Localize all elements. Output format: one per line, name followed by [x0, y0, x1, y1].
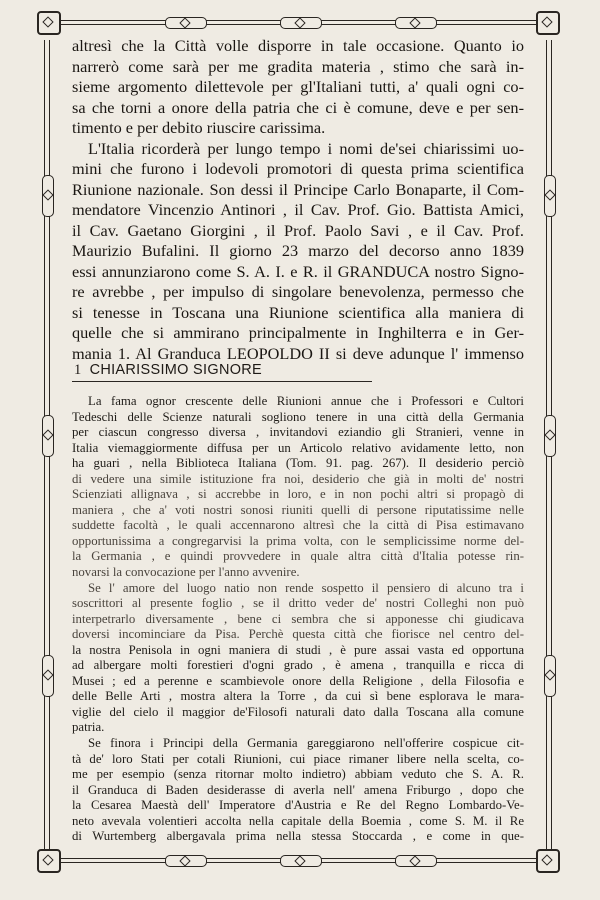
border-knot-ornament-icon	[42, 175, 54, 217]
footnote-line: La fama ognor crescente delle Riunioni annue che i Professori e Cultori	[88, 394, 524, 408]
footnote-line: ha guari , nella Biblioteca Italiana (Tom. 91. pag. 267). Il desiderio perciò	[72, 456, 524, 471]
footnote-line: doversi incominciare da Pisa. Perchè questa città che fiorisce nel centro del-	[72, 627, 524, 642]
border-knot-ornament-icon	[280, 17, 322, 29]
footnote-line: per ciascun congresso diversa , invitandovi eziandio gli Stranieri, venne in	[72, 425, 524, 440]
border-knot-ornament-icon	[42, 655, 54, 697]
footnote-line: la Cesarea Maestà dell' Imperatore d'Austria e Re del Regno Lombardo-Ve-	[72, 798, 524, 813]
footnote-line: patria.	[72, 720, 105, 735]
footnote-line: opportunissima a congregarvisi la prima volta, con le semplicissime norme del-	[72, 533, 524, 548]
footnote-line: novarsi la convocazione per l'anno avvenire.	[72, 565, 300, 580]
footnote-heading	[74, 362, 262, 379]
footnote-line: ad albergare molti forestieri d'ogni grado , è amena , tranquilla e ricca di	[72, 658, 524, 673]
footnote-line: la Germania , e quindi provvedere in quale altra città d'Italia potesse rin-	[72, 549, 524, 564]
border-knot-ornament-icon	[544, 175, 556, 217]
footnote-line: Scienziati allignava , si accrebbe in loro, e in non pochi altri si propagò di	[72, 487, 524, 502]
text-line: Maurizio Bufalini. Il giorno 23 marzo del decorso anno 1839	[72, 241, 524, 260]
corner-ornament-icon	[37, 849, 61, 873]
text-line: timento e per debito riuscire carissima.	[72, 118, 326, 137]
footnote-line: la nostra Penisola in ogni maniera di studi , è pure assai vasta ed opportuna	[72, 642, 524, 657]
main-text	[72, 36, 524, 364]
footnote-line: soscrittori al presente foglio , se il dritto veder de' nostri Colleghi non può	[72, 596, 524, 611]
text-line: sieme argomento dilettevole per gl'Italiani tutti, a' quali ogni co-	[72, 77, 524, 96]
border-knot-ornament-icon	[395, 17, 437, 29]
corner-ornament-icon	[37, 11, 61, 35]
footnote-line: il Granduca di Baden desiderasse di averla nell' amena Friburgo , dopo che	[72, 782, 524, 797]
paragraph	[72, 36, 524, 139]
text-line: sa che torni a onore della patria che ci è comune, deve e per sen-	[72, 97, 524, 117]
footnote-number: 1	[74, 362, 82, 378]
text-line: L'Italia ricorderà per lungo tempo i nomi de'sei chiarissimi uo-	[88, 138, 524, 158]
footnote-line: Se l' amore del luogo natio non rende sospetto il pensiero di alcuno tra i	[88, 580, 524, 595]
corner-ornament-icon	[536, 849, 560, 873]
border-knot-ornament-icon	[395, 855, 437, 867]
footnote-line: viglie del cielo il maggior de'Filosofi naturali dato dalla Toscana alla comune	[72, 704, 524, 719]
text-line: altresì che la Città volle disporre in tale occasione. Quanto io	[72, 36, 524, 55]
footnote-line: Tedeschi delle Scienze naturali sogliono tenere in una città della Germania	[72, 409, 524, 424]
text-line: il Cav. Gaetano Giorgini , il Prof. Paolo Savi , e il Cav. Prof.	[72, 220, 524, 240]
footnote-line: Se finora i Principi della Germania gareggiarono nell'offerire cospicue cit-	[88, 736, 524, 751]
text-line: si tenesse in Toscana una Riunione scientifica alla maniera di	[72, 302, 524, 322]
border-knot-ornament-icon	[165, 855, 207, 867]
text-line: Riunione nazionale. Son dessi il Principe Carlo Bonaparte, il Com-	[72, 179, 524, 199]
footnote-line: tà de' loro Stati per cotali Riunioni, cui piace rimaner libere nella scelta, co-	[72, 751, 524, 766]
footnote-text	[72, 394, 524, 845]
footnote-line: di vedere una simile istituzione fra noi, desiderio che già in molti de' nostri	[72, 471, 524, 486]
text-line: quelle che si ammirano principalmente in Inghilterra e in Ger-	[72, 323, 524, 342]
footnote-line: suddette facoltà , le quali accennarono altresì che la città di Pisa estimavano	[72, 518, 524, 533]
corner-ornament-icon	[536, 11, 560, 35]
border-knot-ornament-icon	[544, 655, 556, 697]
paragraph	[72, 139, 524, 365]
border-knot-ornament-icon	[544, 415, 556, 457]
border-knot-ornament-icon	[165, 17, 207, 29]
footnote-line: di Wurtemberg albergavala prima nella stessa Stoccarda , e come in que-	[72, 829, 524, 844]
text-line: mini che furono i lodevoli promotori di questa prima scientifica	[72, 159, 524, 178]
border-knot-ornament-icon	[42, 415, 54, 457]
footnote-line: Italia viemaggiormente diffusa per un Articolo relativo avidamente letto, non	[72, 440, 524, 455]
text-line: narrerò come sarà per me gradita materia , stimo che sarà in-	[72, 56, 524, 76]
text-line: essi annunziarono come S. A. I. e R. il GRANDUCA nostro Signo-	[72, 261, 524, 281]
footnote-line: delle Belle Arti , mostra altera la Torre , da cui sì bene esplorava le mara-	[72, 689, 524, 704]
footnote-divider	[72, 381, 372, 382]
footnote-line: me per esempio (senza ritornar molto indietro) abbiam veduto che S. A. R.	[72, 767, 524, 782]
footnote-line: maniera , che a' voti nostri sonosi riuniti quelli di persone riputatissime nelle	[72, 502, 524, 517]
text-line: mendatore Vincenzio Antinori , il Cav. Prof. Gio. Battista Amici,	[72, 200, 524, 219]
border-knot-ornament-icon	[280, 855, 322, 867]
footnote-line: neto avevala volentieri accolta nella capitale della Boemia , come S. M. il Re	[72, 813, 524, 828]
text-line: mania 1. Al Granduca LEOPOLDO II si deve adunque l' immenso	[72, 343, 524, 363]
text-line: re avrebbe , per impulso di singolare benevolenza, permesso che	[72, 282, 524, 301]
footnote-line: interpetrarlo diversamente , bene ci sembra che si apponesse chi giudicava	[72, 611, 524, 626]
footnote-line: Musei ; ed a perenne e scambievole onore della Religione , della Filosofia e	[72, 673, 524, 688]
footnote-title: CHIARISSIMO SIGNORE	[89, 362, 263, 378]
